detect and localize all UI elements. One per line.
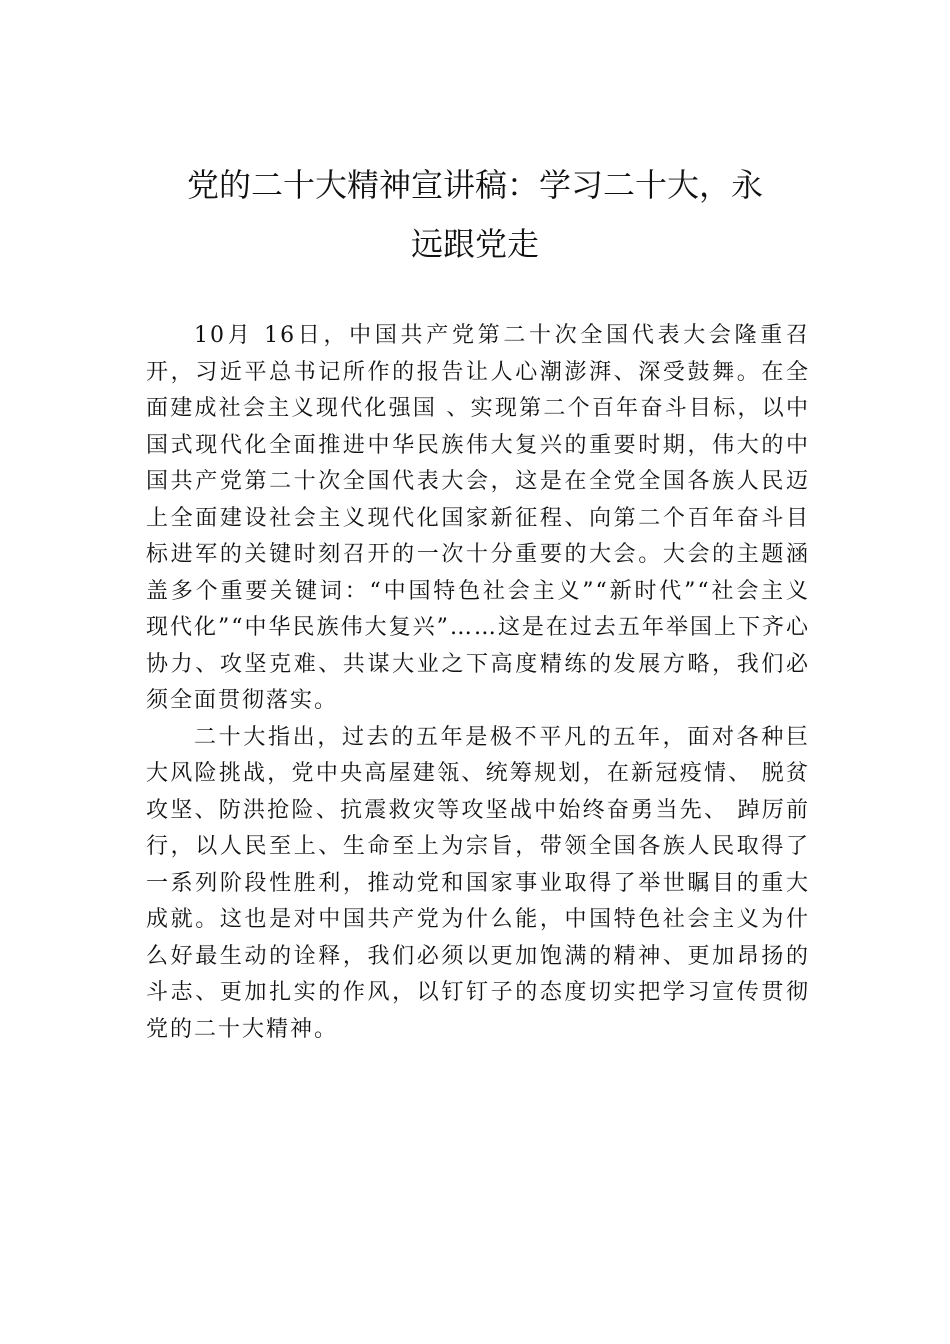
page-title bbox=[140, 156, 810, 274]
title-line-2: 远跟党走 bbox=[410, 225, 539, 263]
document-body bbox=[146, 318, 810, 1048]
title-line-1: 党的二十大精神宣讲稿：学习二十大，永 bbox=[186, 166, 763, 204]
paragraph-2: 二十大指出，过去的五年是极不平凡的五年，面对各种巨大风险挑战，党中央高屋建瓴、统筹规划，在新冠疫情、 脱贫攻坚、防洪抢险、抗震救灾等攻坚战中始终奋勇当先、 踔厉前行，以人民至上、生命至上为宗旨，带领全国各族人民取得了一系列阶段性胜利，推动党和国家事业取得了举世瞩目的重大成就。这也是对中国共产党为什么能，中国特色社会主义为什么好最生动的诠释，我们必须以更加饱满的精神、更加昂扬的斗志、更加扎实的作风，以钉钉子的态度切实把学习宣传贯彻党的二十大精神。 bbox=[146, 724, 810, 1042]
paragraph-1: 10月 16日，中国共产党第二十次全国代表大会隆重召开，习近平总书记所作的报告让人心潮澎湃、深受鼓舞。在全面建成社会主义现代化强国 、实现第二个百年奋斗目标，以中国式现代化全面推进中华民族伟大复兴的重要时期，伟大的中国共产党第二十次全国代表大会，这是在全党全国各族人民迈上全面建设社会主义现代化国家新征程、向第二个百年奋斗目标进军的关键时刻召开的一次十分重要的大会。大会的主题涵盖多个重要关键词：“中国特色社会主义”“新时代”“社会主义现代化”“中华民族伟大复兴”……这是在过去五年举国上下齐心协力、攻坚克难、共谋大业之下高度精练的发展方略，我们必须全面贯彻落实。 bbox=[146, 323, 810, 713]
